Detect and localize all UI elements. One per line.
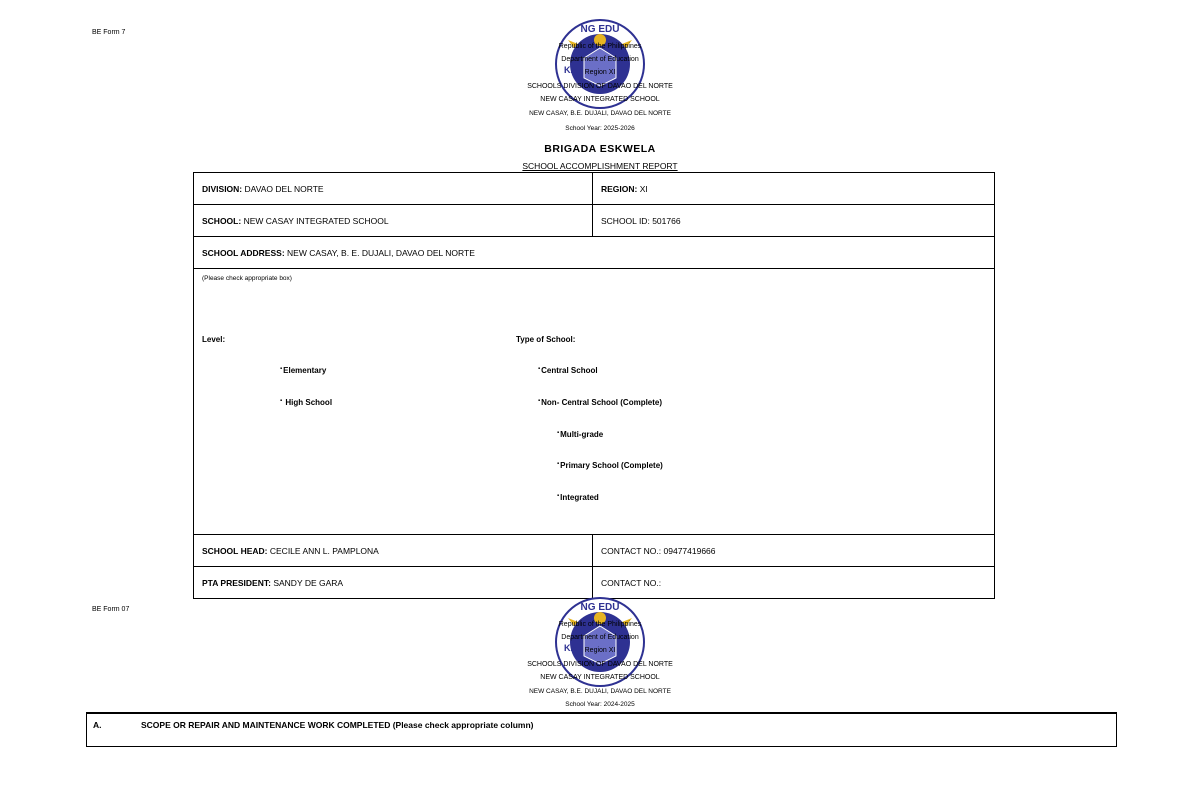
checkbox-icon: ▪: [538, 366, 541, 372]
header-school-2: NEW CASAY INTEGRATED SCHOOL: [540, 674, 660, 681]
header-department-2: Department of Education: [561, 634, 639, 641]
pta-contact-cell: CONTACT NO.:: [593, 567, 995, 599]
checkbox-icon: ▪: [280, 398, 283, 404]
school-id-value: 501766: [652, 215, 681, 226]
school-info-table: [193, 172, 995, 599]
form-label: BE Form 7: [92, 29, 126, 36]
contact-value: 09477419666: [663, 545, 716, 556]
checkbox-multi-grade[interactable]: ▪Multi-grade: [557, 430, 604, 439]
svg-text:NG EDU: NG EDU: [580, 24, 620, 35]
header-republic-2: Republic of the Philippines: [558, 621, 642, 628]
header-republic: Republic of the Philippines: [558, 43, 642, 50]
svg-text:KA: KA: [564, 643, 577, 653]
type-label: Type of School:: [516, 335, 576, 344]
school-head-cell: SCHOOL HEAD: CECILE ANN L. PAMPLONA: [194, 535, 593, 567]
pta-president-value: SANDY DE GARA: [273, 577, 344, 588]
header-region-2: Region XI: [584, 647, 616, 654]
svg-text:NG EDU: NG EDU: [580, 602, 620, 613]
level-label: Level:: [202, 335, 226, 344]
school-id-cell: SCHOOL ID: 501766: [593, 205, 995, 237]
division-value: DAVAO DEL NORTE: [244, 183, 324, 194]
school-type-cell: [194, 269, 995, 535]
header-division-2: SCHOOLS DIVISION OF DAVAO DEL NORTE: [527, 661, 673, 668]
region-cell: REGION: XI: [593, 173, 995, 205]
checkbox-icon: ▪: [557, 461, 560, 467]
section-a-title: SCOPE OR REPAIR AND MAINTENANCE WORK COMPLETED (Please check appropriate column): [141, 720, 534, 730]
address-cell: SCHOOL ADDRESS: NEW CASAY, B. E. DUJALI, DAVAO DEL NORTE: [194, 237, 995, 269]
checkbox-icon: ▪: [280, 366, 283, 372]
school-cell: SCHOOL: NEW CASAY INTEGRATED SCHOOL: [194, 205, 593, 237]
header-division: SCHOOLS DIVISION OF DAVAO DEL NORTE: [527, 83, 673, 90]
checkbox-high-school[interactable]: ▪ High School: [280, 398, 333, 407]
header-address: NEW CASAY, B.E. DUJALI, DAVAO DEL NORTE: [529, 110, 671, 117]
checkbox-central-school[interactable]: ▪Central School: [538, 366, 598, 375]
section-a-letter: A.: [93, 720, 102, 730]
form-label-2: BE Form 07: [92, 606, 130, 613]
school-head-value: CECILE ANN L. PAMPLONA: [269, 545, 379, 556]
contact-cell: CONTACT NO.: 09477419666: [593, 535, 995, 567]
school-value: NEW CASAY INTEGRATED SCHOOL: [243, 215, 389, 226]
checkbox-primary-school[interactable]: ▪Primary School (Complete): [557, 461, 663, 470]
header-school-year: School Year: 2025-2026: [565, 125, 635, 132]
header-school-year-2: School Year: 2024-2025: [565, 701, 635, 708]
checkbox-integrated[interactable]: ▪Integrated: [557, 493, 599, 502]
page-subtitle: SCHOOL ACCOMPLISHMENT REPORT: [522, 161, 678, 171]
svg-text:KA: KA: [564, 65, 577, 75]
header-region: Region XI: [584, 69, 616, 76]
checkbox-icon: ▪: [538, 398, 541, 404]
pta-president-cell: PTA PRESIDENT: SANDY DE GARA: [194, 567, 593, 599]
header-department: Department of Education: [561, 56, 639, 63]
section-a-box: [86, 712, 1117, 747]
header-school: NEW CASAY INTEGRATED SCHOOL: [540, 96, 660, 103]
checkbox-non-central-school[interactable]: ▪Non- Central School (Complete): [538, 398, 663, 407]
checkbox-icon: ▪: [557, 493, 560, 499]
checkbox-icon: ▪: [557, 430, 560, 436]
page-title: BRIGADA ESKWELA: [544, 143, 656, 155]
checkbox-elementary[interactable]: ▪Elementary: [280, 366, 327, 375]
region-value: XI: [639, 183, 648, 194]
address-value: NEW CASAY, B. E. DUJALI, DAVAO DEL NORTE: [287, 247, 475, 258]
division-cell: DIVISION: DAVAO DEL NORTE: [194, 173, 593, 205]
header-address-2: NEW CASAY, B.E. DUJALI, DAVAO DEL NORTE: [529, 688, 671, 695]
check-note: (Please check appropriate box): [202, 275, 292, 282]
